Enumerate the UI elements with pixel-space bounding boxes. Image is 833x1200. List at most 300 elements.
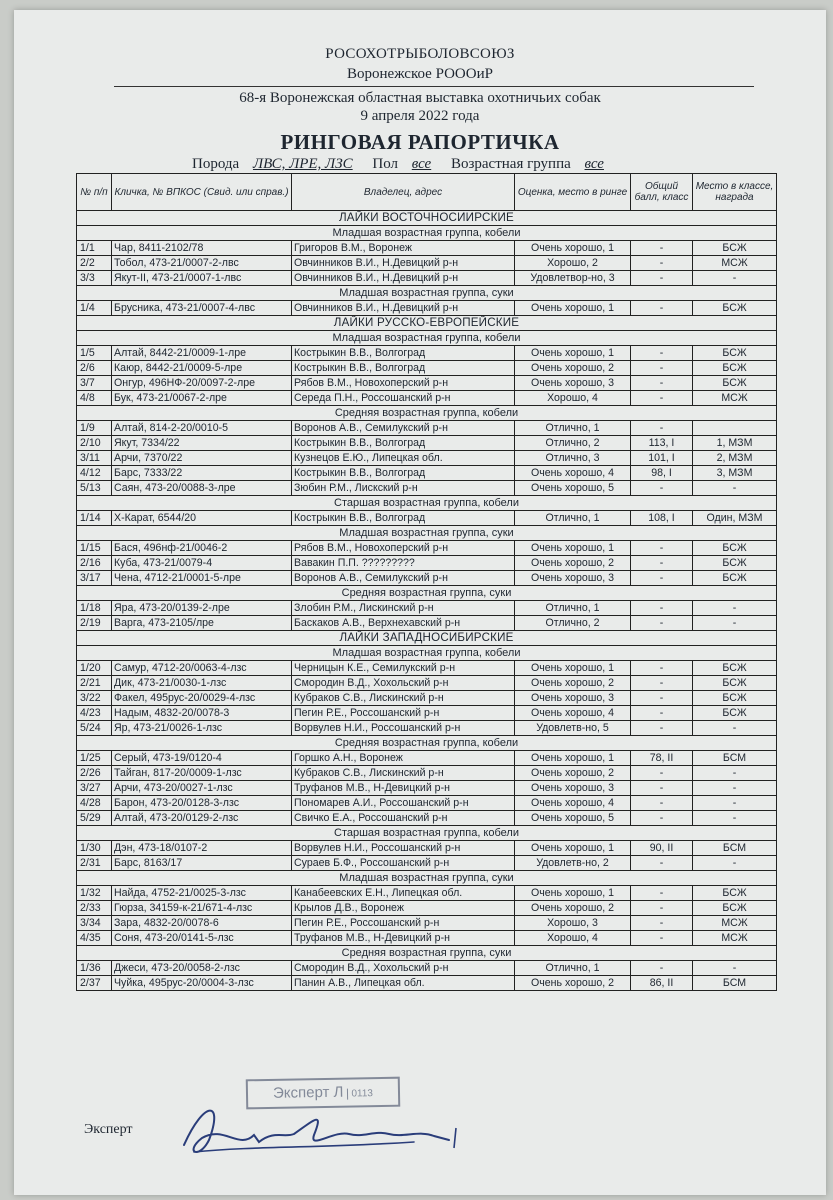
dog-name-cell: Надым, 4832-20/0078-3 [112,706,292,721]
award-cell: МСЖ [693,931,777,946]
entry-number: 4/23 [77,706,112,721]
owner-cell: Крылов Д.В., Воронеж [292,901,515,916]
score-cell: - [631,691,693,706]
dog-name-cell: Самур, 4712-20/0063-4-лзс [112,661,292,676]
dog-name-cell: Х-Карат, 6544/20 [112,511,292,526]
dog-name-cell: Чена, 4712-21/0001-5-лре [112,571,292,586]
owner-cell: Рябов В.М., Новохоперский р-н [292,541,515,556]
filter-line [192,156,614,173]
grade-cell: Очень хорошо, 3 [515,691,631,706]
sex-value: все [411,156,432,172]
dog-name-cell: Саян, 473-20/0088-3-лре [112,481,292,496]
stamp-number: 0113 [347,1088,373,1099]
score-cell: 78, II [631,751,693,766]
owner-cell: Пономарев А.И., Россошанский р-н [292,796,515,811]
table-row [77,466,777,481]
dog-name-cell: Гюрза, 34159-к-21/671-4-лзс [112,901,292,916]
age-group-row [77,646,777,661]
entry-number: 1/18 [77,601,112,616]
age-group-title: Старшая возрастная группа, кобели [77,826,777,841]
owner-cell: Черницын К.Е., Семилукский р-н [292,661,515,676]
table-row [77,961,777,976]
award-cell: БСЖ [693,361,777,376]
score-cell: 101, I [631,451,693,466]
age-group-row [77,406,777,421]
award-cell: - [693,616,777,631]
breed-section-title: ЛАЙКИ РУССКО-ЕВРОПЕЙСКИЕ [77,316,777,331]
score-cell: - [631,241,693,256]
age-group-title: Младшая возрастная группа, суки [77,526,777,541]
score-cell: - [631,361,693,376]
dog-name-cell: Тобол, 473-21/0007-2-лвс [112,256,292,271]
score-cell: 98, I [631,466,693,481]
award-cell: - [693,601,777,616]
age-group-row [77,586,777,601]
entry-number: 1/15 [77,541,112,556]
breed-section-row [77,631,777,646]
grade-cell: Очень хорошо, 1 [515,751,631,766]
table-row [77,271,777,286]
age-group-title: Средняя возрастная группа, суки [77,946,777,961]
grade-cell: Очень хорошо, 4 [515,796,631,811]
award-cell: МСЖ [693,916,777,931]
score-cell: - [631,256,693,271]
award-cell: МСЖ [693,391,777,406]
branch-name: Воронежское РОООиР [347,66,493,82]
dog-name-cell: Чар, 8411-2102/78 [112,241,292,256]
owner-cell: Труфанов М.В., Н-Девицкий р-н [292,931,515,946]
table-header-row [77,174,777,211]
owner-cell: Смородин В.Д., Хохольский р-н [292,676,515,691]
score-cell: - [631,706,693,721]
entry-number: 3/3 [77,271,112,286]
table-row [77,421,777,436]
dog-name-cell: Брусника, 473-21/0007-4-лвс [112,301,292,316]
award-cell: - [693,766,777,781]
age-group-label: Возрастная группа [450,156,571,172]
score-cell: 90, II [631,841,693,856]
score-cell: - [631,556,693,571]
entry-number: 2/6 [77,361,112,376]
entry-number: 3/17 [77,571,112,586]
table-row [77,541,777,556]
table-row [77,976,777,991]
score-cell: - [631,886,693,901]
award-cell: БСЖ [693,301,777,316]
grade-cell: Очень хорошо, 1 [515,841,631,856]
table-row [77,931,777,946]
dog-name-cell: Зара, 4832-20/0078-6 [112,916,292,931]
owner-cell: Горшко А.Н., Воронеж [292,751,515,766]
col-header-grade: Оценка, место в ринге [515,174,631,211]
award-cell: БСЖ [693,241,777,256]
grade-cell: Очень хорошо, 2 [515,556,631,571]
grade-cell: Очень хорошо, 1 [515,346,631,361]
entry-number: 2/37 [77,976,112,991]
dog-name-cell: Чуйка, 495рус-20/0004-3-лзс [112,976,292,991]
award-cell: 3, МЗМ [693,466,777,481]
award-cell: БСЖ [693,676,777,691]
entry-number: 5/13 [77,481,112,496]
entry-number: 3/11 [77,451,112,466]
age-group-title: Младшая возрастная группа, суки [77,871,777,886]
age-group-title: Средняя возрастная группа, кобели [77,736,777,751]
grade-cell: Очень хорошо, 4 [515,466,631,481]
owner-cell: Григоров В.М., Воронеж [292,241,515,256]
grade-cell: Хорошо, 4 [515,931,631,946]
grade-cell: Очень хорошо, 1 [515,661,631,676]
entry-number: 2/21 [77,676,112,691]
age-group-title: Старшая возрастная группа, кобели [77,496,777,511]
owner-cell: Ворвулев Н.И., Россошанский р-н [292,841,515,856]
award-cell: БСЖ [693,541,777,556]
age-group-value: все [584,156,604,172]
age-group-title: Младшая возрастная группа, кобели [77,331,777,346]
table-row [77,571,777,586]
score-cell: - [631,901,693,916]
dog-name-cell: Найда, 4752-21/0025-3-лзс [112,886,292,901]
award-cell: - [693,961,777,976]
dog-name-cell: Бася, 496нф-21/0046-2 [112,541,292,556]
score-cell: - [631,301,693,316]
age-group-row [77,331,777,346]
owner-cell: Пегин Р.Е., Россошанский р-н [292,916,515,931]
score-cell: - [631,541,693,556]
score-cell: - [631,796,693,811]
award-cell: - [693,481,777,496]
award-cell: БСЖ [693,556,777,571]
table-row [77,691,777,706]
award-cell: БСМ [693,841,777,856]
entry-number: 2/26 [77,766,112,781]
grade-cell: Очень хорошо, 2 [515,676,631,691]
award-cell: БСЖ [693,661,777,676]
entry-number: 1/4 [77,301,112,316]
table-row [77,886,777,901]
owner-cell: Пегин Р.Е., Россошанский р-н [292,706,515,721]
grade-cell: Хорошо, 4 [515,391,631,406]
table-row [77,856,777,871]
grade-cell: Очень хорошо, 1 [515,541,631,556]
owner-cell: Кузнецов Е.Ю., Липецкая обл. [292,451,515,466]
age-group-row [77,496,777,511]
header-divider [114,86,754,87]
event-name: 68-я Воронежская областная выставка охотничьих собак [239,90,601,106]
owner-cell: Воронов А.В., Семилукский р-н [292,571,515,586]
owner-cell: Смородин В.Д., Хохольский р-н [292,961,515,976]
table-row [77,811,777,826]
col-header-award: Место в классе, награда [693,174,777,211]
owner-cell: Баскаков А.В., Верхнехавский р-н [292,616,515,631]
table-row [77,796,777,811]
entry-number: 3/34 [77,916,112,931]
award-cell: БСЖ [693,706,777,721]
dog-name-cell: Бук, 473-21/0067-2-лре [112,391,292,406]
score-cell: - [631,346,693,361]
grade-cell: Очень хорошо, 5 [515,811,631,826]
score-cell: - [631,391,693,406]
entry-number: 1/32 [77,886,112,901]
table-row [77,451,777,466]
entry-number: 1/36 [77,961,112,976]
owner-cell: Кубраков С.В., Лискинский р-н [292,691,515,706]
owner-cell: Кострыкин В.В., Волгоград [292,466,515,481]
dog-name-cell: Варга, 473-2105/лре [112,616,292,631]
award-cell: БСЖ [693,901,777,916]
entry-number: 1/1 [77,241,112,256]
breed-section-row [77,316,777,331]
owner-cell: Воронов А.В., Семилукский р-н [292,421,515,436]
table-row [77,301,777,316]
award-cell: - [693,796,777,811]
award-cell: БСЖ [693,346,777,361]
grade-cell: Отлично, 1 [515,961,631,976]
table-row [77,841,777,856]
age-group-title: Младшая возрастная группа, кобели [77,646,777,661]
table-body [77,211,777,991]
breed-value: ЛВС, ЛРЕ, ЛЗС [252,156,353,172]
entry-number: 2/31 [77,856,112,871]
table-row [77,376,777,391]
score-cell: - [631,781,693,796]
score-cell: - [631,271,693,286]
age-group-row [77,946,777,961]
owner-cell: Сураев Б.Ф., Россошанский р-н [292,856,515,871]
stamp-text: Эксперт Л [272,1083,344,1102]
score-cell: - [631,376,693,391]
breed-section-title: ЛАЙКИ ЗАПАДНОСИБИРСКИЕ [77,631,777,646]
owner-cell: Овчинников В.И., Н.Девицкий р-н [292,271,515,286]
entry-number: 1/9 [77,421,112,436]
table-row [77,661,777,676]
entry-number: 2/2 [77,256,112,271]
owner-cell: Овчинников В.И., Н.Девицкий р-н [292,301,515,316]
grade-cell: Очень хорошо, 3 [515,376,631,391]
grade-cell: Отлично, 1 [515,511,631,526]
sex-label: Пол [372,156,399,172]
score-cell: 113, I [631,436,693,451]
entry-number: 2/10 [77,436,112,451]
grade-cell: Отлично, 2 [515,616,631,631]
entry-number: 2/19 [77,616,112,631]
owner-cell: Ворвулев Н.И., Россошанский р-н [292,721,515,736]
owner-cell: Злобин Р.М., Лискинский р-н [292,601,515,616]
dog-name-cell: Барон, 473-20/0128-3-лзс [112,796,292,811]
table-row [77,601,777,616]
dog-name-cell: Яр, 473-21/0026-1-лзс [112,721,292,736]
award-cell: БСЖ [693,691,777,706]
grade-cell: Хорошо, 2 [515,256,631,271]
grade-cell: Очень хорошо, 4 [515,706,631,721]
score-cell: 86, II [631,976,693,991]
dog-name-cell: Якут-II, 473-21/0007-1-лвс [112,271,292,286]
grade-cell: Хорошо, 3 [515,916,631,931]
owner-cell: Труфанов М.В., Н-Девицкий р-н [292,781,515,796]
score-cell: - [631,676,693,691]
table-row [77,361,777,376]
breed-section-row [77,211,777,226]
entry-number: 4/28 [77,796,112,811]
grade-cell: Очень хорошо, 2 [515,766,631,781]
score-cell: - [631,616,693,631]
grade-cell: Отлично, 3 [515,451,631,466]
entry-number: 1/25 [77,751,112,766]
entry-number: 4/8 [77,391,112,406]
entry-number: 3/7 [77,376,112,391]
award-cell: МСЖ [693,256,777,271]
score-cell: - [631,721,693,736]
table-row [77,766,777,781]
score-cell: - [631,961,693,976]
owner-cell: Зюбин Р.М., Лискский р-н [292,481,515,496]
dog-name-cell: Дэн, 473-18/0107-2 [112,841,292,856]
dog-name-cell: Куба, 473-21/0079-4 [112,556,292,571]
award-cell: БСЖ [693,571,777,586]
entry-number: 5/29 [77,811,112,826]
owner-cell: Кострыкин В.В., Волгоград [292,511,515,526]
dog-name-cell: Алтай, 473-20/0129-2-лзс [112,811,292,826]
score-cell: - [631,811,693,826]
entry-number: 4/12 [77,466,112,481]
award-cell: - [693,721,777,736]
owner-cell: Свичко Е.А., Россошанский р-н [292,811,515,826]
expert-label: Эксперт [84,1122,133,1137]
score-cell: - [631,931,693,946]
entry-number: 3/27 [77,781,112,796]
event-date: 9 апреля 2022 года [360,108,480,124]
table-row [77,901,777,916]
breed-label: Порода [192,156,240,172]
entry-number: 2/33 [77,901,112,916]
age-group-title: Средняя возрастная группа, суки [77,586,777,601]
document-sheet [14,10,826,1195]
entry-number: 1/14 [77,511,112,526]
table-row [77,256,777,271]
grade-cell: Очень хорошо, 2 [515,361,631,376]
entry-number: 1/20 [77,661,112,676]
owner-cell: Рябов В.М., Новохоперский р-н [292,376,515,391]
score-cell: - [631,856,693,871]
dog-name-cell: Джеси, 473-20/0058-2-лзс [112,961,292,976]
age-group-row [77,286,777,301]
age-group-title: Младшая возрастная группа, суки [77,286,777,301]
award-cell: БСМ [693,976,777,991]
dog-name-cell: Яра, 473-20/0139-2-лре [112,601,292,616]
dog-name-cell: Онгур, 496НФ-20/0097-2-лре [112,376,292,391]
award-cell: - [693,271,777,286]
grade-cell: Очень хорошо, 1 [515,886,631,901]
award-cell: - [693,781,777,796]
owner-cell: Вавакин П.П. ????????? [292,556,515,571]
entry-number: 5/24 [77,721,112,736]
grade-cell: Очень хорошо, 1 [515,241,631,256]
award-cell: - [693,811,777,826]
dog-name-cell: Алтай, 814-2-20/0010-5 [112,421,292,436]
dog-name-cell: Алтай, 8442-21/0009-1-лре [112,346,292,361]
owner-cell: Кострыкин В.В., Волгоград [292,361,515,376]
dog-name-cell: Арчи, 7370/22 [112,451,292,466]
grade-cell: Очень хорошо, 5 [515,481,631,496]
col-header-owner: Владелец, адрес [292,174,515,211]
entry-number: 3/22 [77,691,112,706]
grade-cell: Удовлетв-но, 5 [515,721,631,736]
table-row [77,511,777,526]
score-cell: - [631,481,693,496]
ring-report-table [76,173,777,991]
document-title: РИНГОВАЯ РАПОРТИЧКА [280,130,560,154]
award-cell: - [693,856,777,871]
award-cell: БСМ [693,751,777,766]
table-row [77,751,777,766]
entry-number: 4/35 [77,931,112,946]
award-cell: БСЖ [693,886,777,901]
grade-cell: Отлично, 1 [515,421,631,436]
grade-cell: Удовлетв-но, 2 [515,856,631,871]
grade-cell: Удовлетвор-но, 3 [515,271,631,286]
dog-name-cell: Дик, 473-21/0030-1-лзс [112,676,292,691]
owner-cell: Панин А.В., Липецкая обл. [292,976,515,991]
award-cell: Один, МЗМ [693,511,777,526]
entry-number: 1/30 [77,841,112,856]
age-group-row [77,826,777,841]
age-group-row [77,736,777,751]
table-row [77,616,777,631]
age-group-title: Средняя возрастная группа, кобели [77,406,777,421]
dog-name-cell: Соня, 473-20/0141-5-лзс [112,931,292,946]
award-cell [693,421,777,436]
score-cell: - [631,661,693,676]
owner-cell: Овчинников В.И., Н.Девицкий р-н [292,256,515,271]
owner-cell: Кубраков С.В., Лискинский р-н [292,766,515,781]
table-row [77,481,777,496]
col-header-number: № п/п [77,174,112,211]
owner-cell: Кострыкин В.В., Волгоград [292,436,515,451]
col-header-score: Общий балл, класс [631,174,693,211]
table-row [77,241,777,256]
breed-section-title: ЛАЙКИ ВОСТОЧНОСИИРСКИЕ [77,211,777,226]
grade-cell: Очень хорошо, 3 [515,571,631,586]
dog-name-cell: Тайган, 817-20/0009-1-лзс [112,766,292,781]
grade-cell: Отлично, 1 [515,601,631,616]
table-row [77,676,777,691]
dog-name-cell: Барс, 8163/17 [112,856,292,871]
entry-number: 2/16 [77,556,112,571]
award-cell: 2, МЗМ [693,451,777,466]
dog-name-cell: Каюр, 8442-21/0009-5-лре [112,361,292,376]
age-group-row [77,526,777,541]
score-cell: - [631,916,693,931]
dog-name-cell: Серый, 473-19/0120-4 [112,751,292,766]
score-cell: - [631,421,693,436]
dog-name-cell: Якут, 7334/22 [112,436,292,451]
table-row [77,706,777,721]
grade-cell: Очень хорошо, 2 [515,901,631,916]
score-cell: - [631,766,693,781]
table-row [77,346,777,361]
expert-signature [164,1090,464,1170]
grade-cell: Очень хорошо, 1 [515,301,631,316]
dog-name-cell: Арчи, 473-20/0027-1-лзс [112,781,292,796]
score-cell: - [631,601,693,616]
entry-number: 1/5 [77,346,112,361]
table-row [77,916,777,931]
col-header-dog: Кличка, № ВПКОС (Свид. или справ.) [112,174,292,211]
owner-cell: Кострыкин В.В., Волгоград [292,346,515,361]
owner-cell: Канабеевских Е.Н., Липецкая обл. [292,886,515,901]
owner-cell: Середа П.Н., Россошанский р-н [292,391,515,406]
score-cell: - [631,571,693,586]
age-group-row [77,871,777,886]
